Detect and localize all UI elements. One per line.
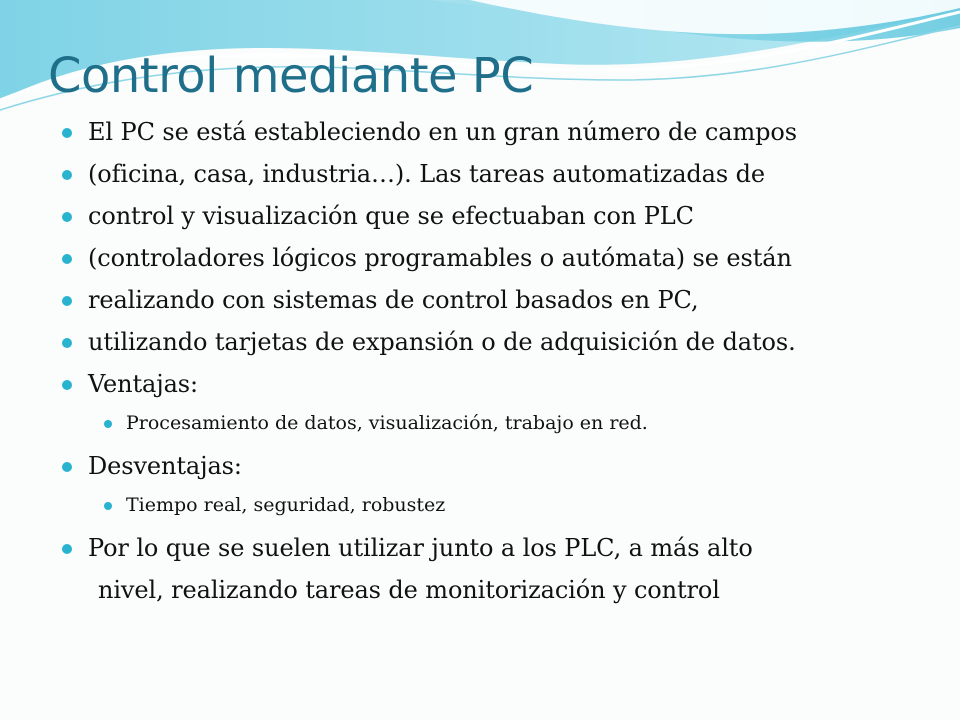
bullet-icon bbox=[62, 380, 72, 390]
sub-bullet-icon bbox=[104, 502, 112, 510]
bullet-icon bbox=[62, 462, 72, 472]
bullet-icon bbox=[62, 296, 72, 306]
bullet-text: Ventajas: bbox=[88, 370, 198, 398]
bullet-item-ventajas bbox=[88, 370, 198, 398]
bullet-icon bbox=[62, 128, 72, 138]
bullet-icon bbox=[62, 544, 72, 554]
bullet-icon bbox=[62, 338, 72, 348]
bullet-icon bbox=[62, 170, 72, 180]
sub-bullet-item bbox=[126, 412, 648, 434]
bullet-item bbox=[88, 202, 694, 230]
sub-bullet-text: Tiempo real, seguridad, robustez bbox=[126, 494, 446, 516]
bullet-text: El PC se está estableciendo en un gran número de campos bbox=[88, 118, 797, 146]
bullet-item bbox=[88, 160, 765, 188]
bullet-text: control y visualización que se efectuaban con PLC bbox=[88, 202, 694, 230]
bullet-item bbox=[88, 328, 796, 356]
bullet-item bbox=[88, 118, 797, 146]
sub-bullet-icon bbox=[104, 420, 112, 428]
bullet-text: Desventajas: bbox=[88, 452, 242, 480]
bullet-item bbox=[88, 244, 792, 272]
bullet-text: realizando con sistemas de control basados en PC, bbox=[88, 286, 699, 314]
bullet-text: utilizando tarjetas de expansión o de adquisición de datos. bbox=[88, 328, 796, 356]
bullet-text: Por lo que se suelen utilizar junto a los PLC, a más alto bbox=[88, 534, 753, 562]
bullet-item-desventajas bbox=[88, 452, 242, 480]
bullet-item bbox=[88, 534, 753, 562]
bullet-text: nivel, realizando tareas de monitorización y control bbox=[98, 576, 720, 604]
slide-title: Control mediante PC bbox=[48, 48, 534, 104]
sub-bullet-item bbox=[126, 494, 445, 516]
sub-bullet-text: Procesamiento de datos, visualización, trabajo en red. bbox=[126, 412, 648, 434]
bullet-icon bbox=[62, 212, 72, 222]
bullet-continuation bbox=[98, 576, 720, 604]
bullet-text: (oficina, casa, industria…). Las tareas automatizadas de bbox=[88, 160, 765, 188]
bullet-text: (controladores lógicos programables o autómata) se están bbox=[88, 244, 792, 272]
bullet-icon bbox=[62, 254, 72, 264]
bullet-item bbox=[88, 286, 698, 314]
